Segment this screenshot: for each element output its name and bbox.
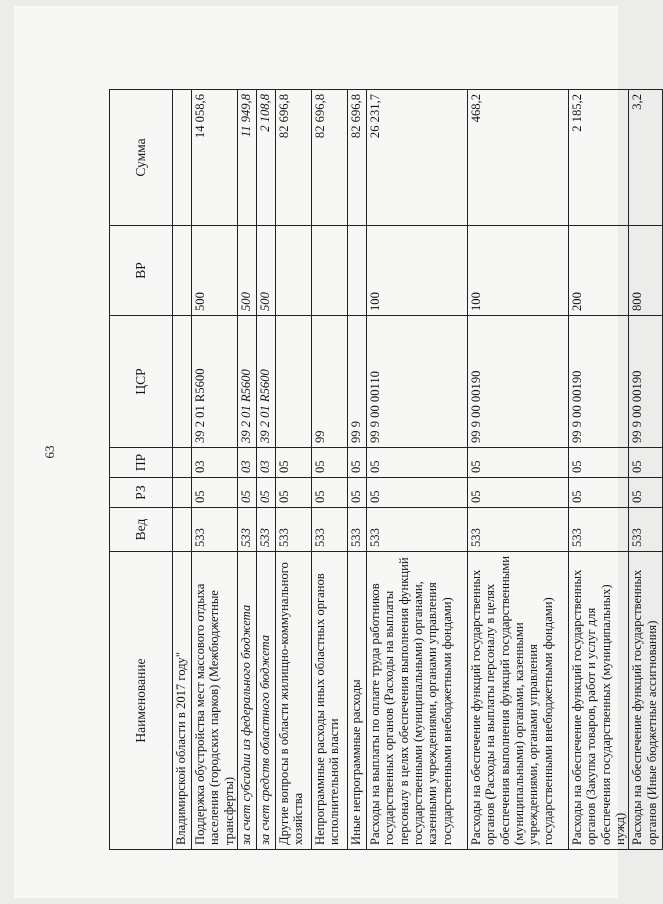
- cell-sum: 82 696,8: [276, 90, 312, 226]
- cell-vr: 100: [367, 226, 468, 316]
- cell-vr: 500: [238, 226, 257, 316]
- cell-ved: 533: [629, 508, 663, 552]
- cell-ved: 533: [367, 508, 468, 552]
- cell-vr: 500: [192, 226, 238, 316]
- cell-rz: 05: [569, 478, 629, 508]
- cell-pr: 05: [629, 448, 663, 478]
- cell-name: Другие вопросы в области жилищно-коммунального хозяйства: [276, 552, 312, 850]
- cell-csr: [276, 316, 312, 448]
- cell-name: Расходы на выплаты по оплате труда работников государственных органов (Расходы на выплаты персоналу в целях обеспечения выполнения функций государственными (муниципальными) органами, казенными учреждениями, органами управления государственными внебюджетными фондами): [367, 552, 468, 850]
- cell-pr: 05: [569, 448, 629, 478]
- table-row: [257, 90, 276, 850]
- cell-rz: 05: [312, 478, 348, 508]
- table-row: [173, 90, 192, 850]
- cell-rz: 05: [257, 478, 276, 508]
- header-vr: ВР: [110, 226, 173, 316]
- cell-sum: 14 058,6: [192, 90, 238, 226]
- cell-vr: [276, 226, 312, 316]
- cell-name: Поддержка обустройства мест массового отдыха населения (городских парков) (Межбюджетные трансферты): [192, 552, 238, 850]
- table-row: [348, 90, 367, 850]
- cell-sum: 26 231,7: [367, 90, 468, 226]
- cell-rz: 05: [367, 478, 468, 508]
- cell-pr: 05: [348, 448, 367, 478]
- header-csr: ЦСР: [110, 316, 173, 448]
- cell-csr: 99 9 00 00190: [569, 316, 629, 448]
- cell-name: за счет субсидии из федерального бюджета: [238, 552, 257, 850]
- cell-ved: 533: [348, 508, 367, 552]
- cell-csr: 39 2 01 R5600: [257, 316, 276, 448]
- cell-vr: [312, 226, 348, 316]
- cell-ved: [173, 508, 192, 552]
- cell-vr: [348, 226, 367, 316]
- cell-sum: [173, 90, 192, 226]
- cell-name: Расходы на обеспечение функций государственных органов (Расходы на выплаты персоналу в целях обеспечения выполнения функций государственными (муниципальными) органами, казенными учреждениями, органами управления государственными внебюджетными фондами): [468, 552, 569, 850]
- cell-sum: 468,2: [468, 90, 569, 226]
- table-header-row: [110, 90, 173, 850]
- cell-rz: 05: [348, 478, 367, 508]
- cell-csr: 99 9 00 00110: [367, 316, 468, 448]
- cell-rz: 05: [276, 478, 312, 508]
- header-name: Наименование: [110, 552, 173, 850]
- cell-rz: [173, 478, 192, 508]
- table-row: [312, 90, 348, 850]
- cell-name: Расходы на обеспечение функций государственных органов (Закупка товаров, работ и услуг для обеспечения государственных (муниципальных) нужд): [569, 552, 629, 850]
- cell-sum: 11 949,8: [238, 90, 257, 226]
- cell-ved: 533: [257, 508, 276, 552]
- cell-pr: [173, 448, 192, 478]
- cell-vr: 200: [569, 226, 629, 316]
- header-pr: ПР: [110, 448, 173, 478]
- table-row: [192, 90, 238, 850]
- cell-pr: 05: [367, 448, 468, 478]
- cell-sum: 2 108,8: [257, 90, 276, 226]
- header-sum: Сумма: [110, 90, 173, 226]
- header-rz: РЗ: [110, 478, 173, 508]
- cell-vr: 500: [257, 226, 276, 316]
- cell-csr: 99 9: [348, 316, 367, 448]
- table-row: [569, 90, 629, 850]
- cell-rz: 05: [238, 478, 257, 508]
- cell-csr: [173, 316, 192, 448]
- cell-csr: 39 2 01 R5600: [238, 316, 257, 448]
- cell-sum: 2 185,2: [569, 90, 629, 226]
- cell-pr: 05: [468, 448, 569, 478]
- cell-name: Расходы на обеспечение функций государственных органов (Иные бюджетные ассигнования): [629, 552, 663, 850]
- budget-table: [109, 89, 663, 850]
- cell-csr: 39 2 01 R5600: [192, 316, 238, 448]
- cell-pr: 05: [312, 448, 348, 478]
- cell-ved: 533: [192, 508, 238, 552]
- cell-name: Непрограммные расходы иных областных органов исполнительной власти: [312, 552, 348, 850]
- cell-ved: 533: [468, 508, 569, 552]
- cell-vr: [173, 226, 192, 316]
- cell-name: за счет средств областного бюджета: [257, 552, 276, 850]
- cell-vr: 800: [629, 226, 663, 316]
- header-ved: Вед: [110, 508, 173, 552]
- table-row: [276, 90, 312, 850]
- cell-vr: 100: [468, 226, 569, 316]
- rotated-table-wrapper: [109, 90, 659, 850]
- cell-ved: 533: [276, 508, 312, 552]
- cell-ved: 533: [238, 508, 257, 552]
- cell-name: Владимирской области в 2017 году": [173, 552, 192, 850]
- cell-csr: 99: [312, 316, 348, 448]
- cell-sum: 82 696,8: [312, 90, 348, 226]
- table-row: [367, 90, 468, 850]
- cell-sum: 82 696,8: [348, 90, 367, 226]
- cell-name: Иные непрограммные расходы: [348, 552, 367, 850]
- cell-sum: 3,2: [629, 90, 663, 226]
- cell-ved: 533: [312, 508, 348, 552]
- cell-rz: 05: [468, 478, 569, 508]
- cell-pr: 03: [257, 448, 276, 478]
- cell-csr: 99 9 00 00190: [629, 316, 663, 448]
- table-row: [468, 90, 569, 850]
- cell-rz: 05: [192, 478, 238, 508]
- cell-pr: 03: [192, 448, 238, 478]
- page-number: 63: [42, 445, 57, 459]
- cell-ved: 533: [569, 508, 629, 552]
- cell-pr: 03: [238, 448, 257, 478]
- table-row: [629, 90, 663, 850]
- cell-rz: 05: [629, 478, 663, 508]
- table-row: [238, 90, 257, 850]
- cell-pr: 05: [276, 448, 312, 478]
- cell-csr: 99 9 00 00190: [468, 316, 569, 448]
